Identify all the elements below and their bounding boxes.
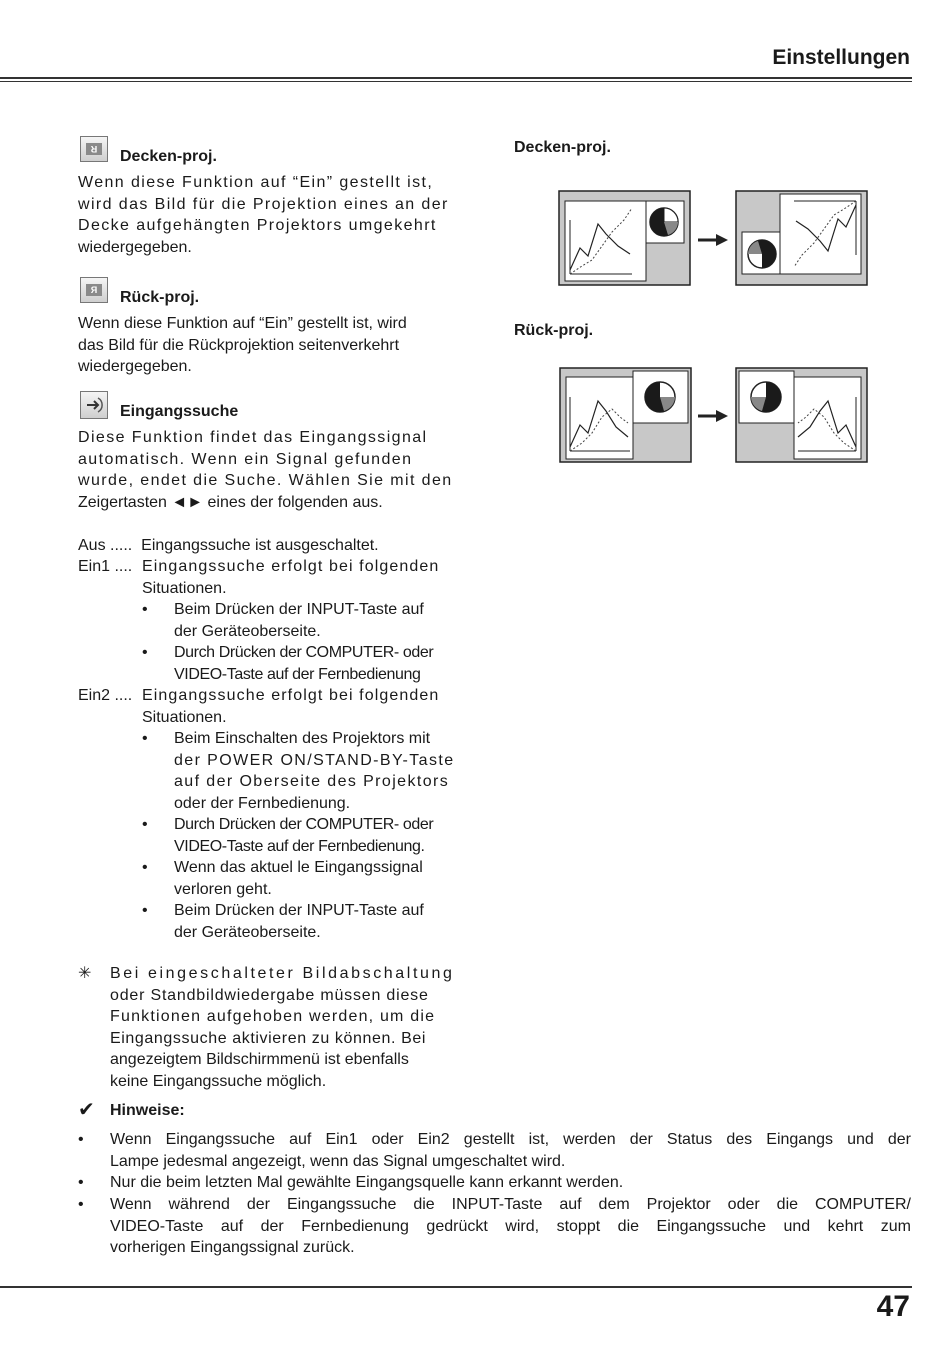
section-text-decken: Wenn diese Funktion auf “Ein” gestellt ist, wird das Bild für die Projektion eines an der Decke aufgehängten Projektors umgekehrt wiedergegeben. [78,174,449,256]
option-ein1-label: Ein1 .... [78,558,133,575]
list-item: Durch Drücken der COMPUTER- oder VIDEO-Taste auf der Fernbedienung. [174,816,434,855]
bullet-marker: • [142,902,148,919]
list-item: Wenn Eingangssuche auf Ein1 oder Ein2 gestellt ist, werden der Status des Eingangs und der Lampe jedesmal angezeigt, wenn das Signal umgeschaltet wird. [110,1131,911,1170]
section-text-rueck: Wenn diese Funktion auf “Ein” gestellt ist, wird das Bild für die Rückprojektion seitenverkehrt wiedergegeben. [78,315,407,375]
option-ein1: Eingangssuche erfolgt bei folgenden Situationen. [142,558,440,597]
option-ein2: Eingangssuche erfolgt bei folgenden Situationen. [142,687,440,726]
section-title-eingangssuche: Eingangssuche [120,403,239,420]
list-item: Wenn das aktuel le Eingangssignal verloren geht. [174,859,423,898]
header-rule [0,77,912,79]
bullet-marker: • [78,1196,84,1213]
bullet-marker: • [142,730,148,747]
section-text-eingangssuche: Diese Funktion findet das Eingangssignal automatisch. Wenn ein Signal gefunden wurde, endet die Suche. Wählen Sie mit den Zeigertasten ◄► eines der folgenden aus. [78,429,453,511]
header-rule-thin [0,81,912,82]
section-title-rueck: Rück-proj. [120,289,200,306]
option-ein2-label: Ein2 .... [78,687,133,704]
list-item: Durch Drücken der COMPUTER- oder VIDEO-Taste auf der Fernbedienung [174,644,434,683]
rear-projection-icon: R [80,277,108,303]
bullet-marker: • [142,644,148,661]
page-title: Einstellungen [772,46,910,69]
bullet-marker: • [78,1131,84,1148]
checkmark-icon: ✔ [78,1099,95,1121]
option-aus: Aus ..... Eingangssuche ist ausgeschaltet. [78,537,379,554]
page-number: 47 [876,1290,910,1323]
rear-projection-diagram [558,367,870,470]
list-item: Nur die beim letzten Mal gewählte Eingangsquelle kann erkannt werden. [110,1174,624,1191]
bullet-marker: • [142,601,148,618]
footer-rule [0,1286,912,1288]
asterisk-icon: ✳ [78,965,92,982]
list-item: Beim Drücken der INPUT-Taste auf der Geräteoberseite. [174,601,424,640]
bullet-marker: • [142,816,148,833]
hinweise-title: Hinweise: [110,1102,185,1119]
list-item: Wenn während der Eingangssuche die INPUT-Taste auf dem Projektor oder die COMPUTER/ VIDEO-Taste auf der Fernbedienung gedrückt wird, stoppt die Eingangssuche und kehrt zum vorherigen Eingangssignal zurück. [110,1196,911,1256]
ceiling-projection-icon: R [80,136,108,162]
illustration-label-decken: Decken-proj. [514,139,611,156]
list-item: Beim Einschalten des Projektors mit der POWER ON/STAND-BY-Taste auf der Oberseite des Projektors oder der Fernbedienung. [174,730,455,812]
asterisk-note: Bei eingeschalteter Bildabschaltung oder Standbildwiedergabe müssen diese Funktionen aufgehoben werden, um die Eingangssuche aktivieren zu können. Bei angezeigtem Bildschirmmenü ist ebenfalls keine Eingangssuche möglich. [110,965,455,1090]
list-item: Beim Drücken der INPUT-Taste auf der Geräteoberseite. [174,902,424,941]
bullet-marker: • [142,859,148,876]
bullet-marker: • [78,1174,84,1191]
section-title-decken: Decken-proj. [120,148,217,165]
ceiling-projection-diagram [558,190,870,293]
input-search-icon [80,391,108,419]
illustration-label-rueck: Rück-proj. [514,322,594,339]
